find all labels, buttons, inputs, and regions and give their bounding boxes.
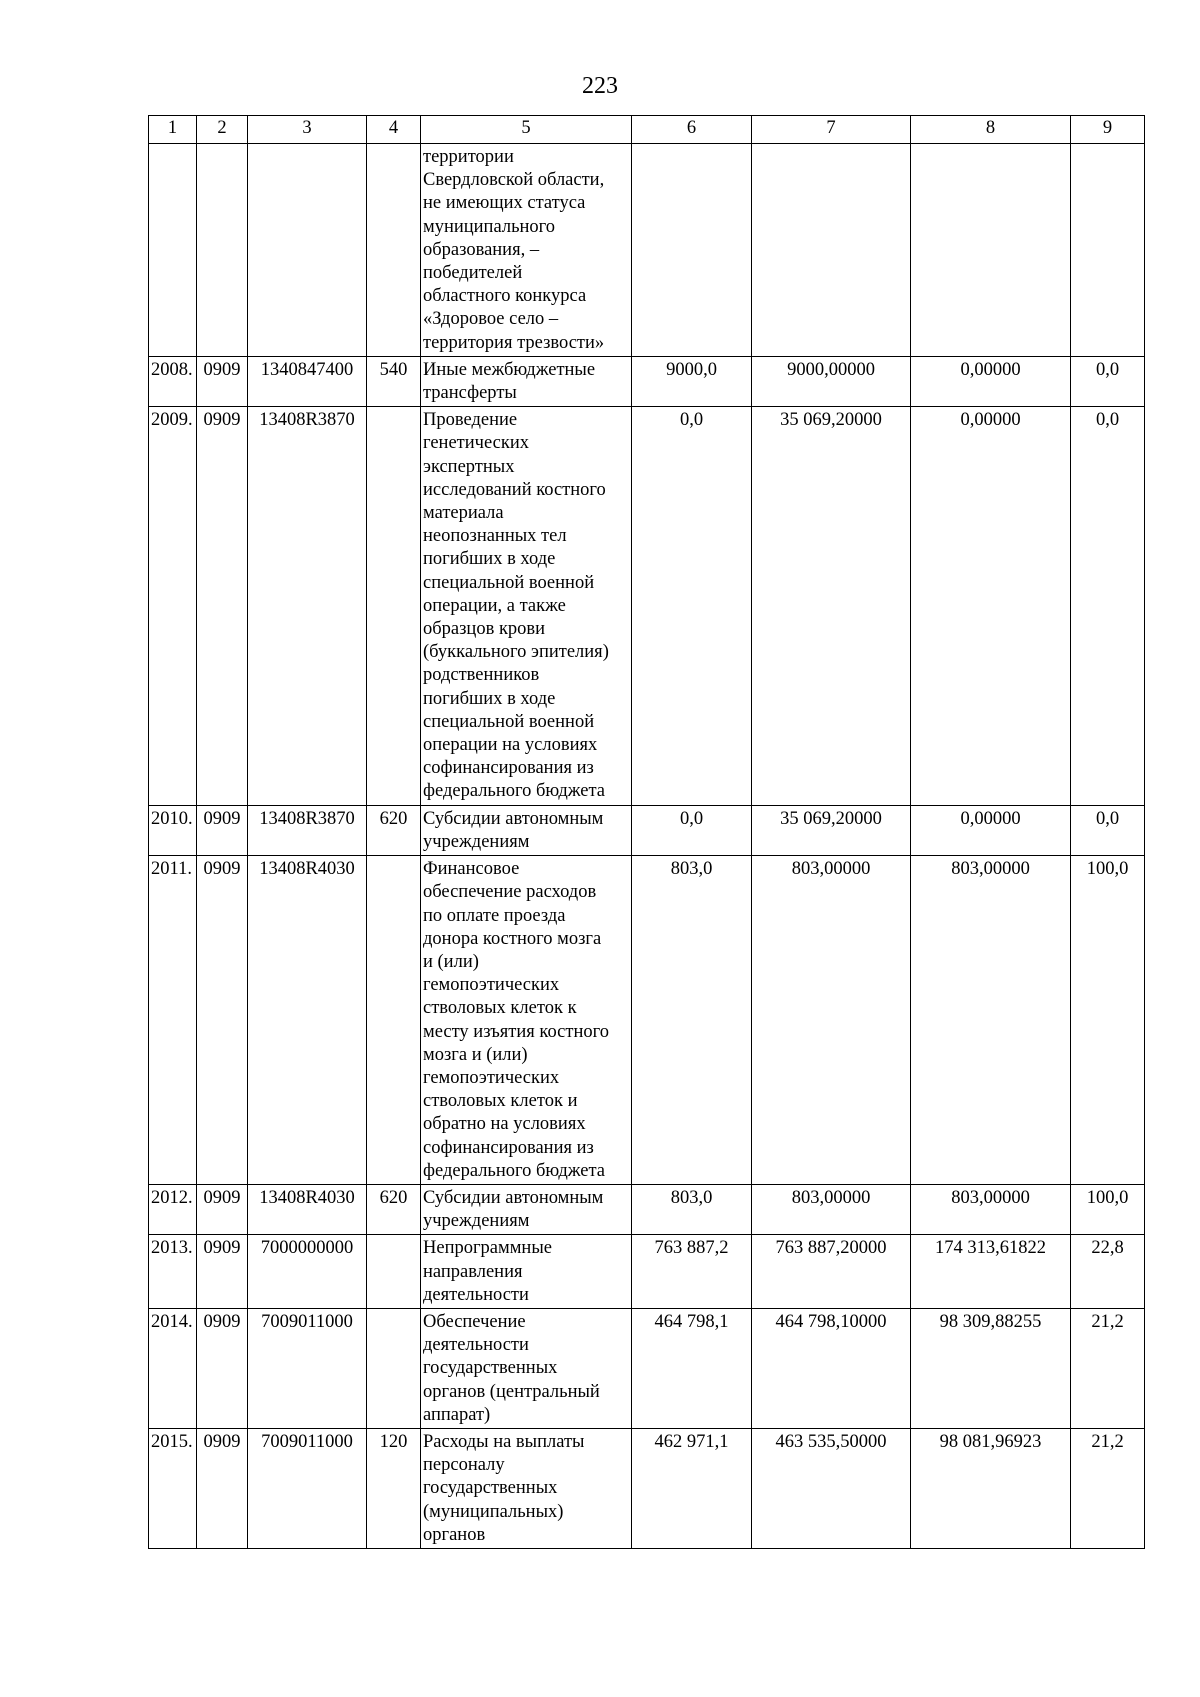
value-col-7: 9000,00000 [752,356,911,406]
value-col-6: 763 887,2 [632,1235,752,1309]
item-name: Обеспечение деятельности государственных органов (центральный аппарат) [421,1308,632,1428]
item-name: Субсидии автономным учреждениям [421,805,632,855]
target-code: 7009011000 [248,1308,367,1428]
header-col-7: 7 [752,116,911,144]
target-code: 13408R3870 [248,805,367,855]
value-col-7: 35 069,20000 [752,805,911,855]
target-code: 7000000000 [248,1235,367,1309]
table-row [149,1428,1145,1548]
target-code: 1340847400 [248,356,367,406]
expense-type [367,407,421,805]
row-number: 2010. [149,805,197,855]
expense-type: 120 [367,1428,421,1548]
section-code: 0909 [197,356,248,406]
table-row [149,1235,1145,1309]
item-name: Субсидии автономным учреждениям [421,1184,632,1234]
value-col-8: 98 309,88255 [911,1308,1071,1428]
section-code: 0909 [197,1308,248,1428]
expense-type [367,856,421,1185]
row-number: 2011. [149,856,197,1185]
value-col-6: 0,0 [632,805,752,855]
table-row [149,1308,1145,1428]
row-number: 2013. [149,1235,197,1309]
section-code: 0909 [197,407,248,805]
item-name: территории Свердловской области, не имеющих статуса муниципального образования, – победителей областного конкурса «Здоровое село – территория трезвости» [421,144,632,357]
row-number: 2009. [149,407,197,805]
value-col-8: 0,00000 [911,805,1071,855]
section-code: 0909 [197,1184,248,1234]
value-col-7: 35 069,20000 [752,407,911,805]
target-code: 7009011000 [248,1428,367,1548]
value-col-7: 463 535,50000 [752,1428,911,1548]
row-number: 2014. [149,1308,197,1428]
value-col-9: 21,2 [1071,1428,1145,1548]
expense-type: 620 [367,1184,421,1234]
header-col-4: 4 [367,116,421,144]
value-col-6: 803,0 [632,856,752,1185]
value-col-7: 464 798,10000 [752,1308,911,1428]
value-col-9: 22,8 [1071,1235,1145,1309]
expense-type [367,144,421,357]
table-row [149,144,1145,357]
section-code [197,144,248,357]
target-code: 13408R4030 [248,856,367,1185]
value-col-9: 0,0 [1071,805,1145,855]
item-name: Иные межбюджетные трансферты [421,356,632,406]
header-col-6: 6 [632,116,752,144]
value-col-8: 803,00000 [911,856,1071,1185]
section-code: 0909 [197,1235,248,1309]
item-name: Проведение генетических экспертных исследований костного материала неопознанных тел погибших в ходе специальной военной операции, а также образцов крови (буккального эпителия) родственников погибших в ходе специальной военной операции на условиях софинансирования из федерального бюджета [421,407,632,805]
target-code: 13408R3870 [248,407,367,805]
item-name: Непрограммные направления деятельности [421,1235,632,1309]
header-col-9: 9 [1071,116,1145,144]
section-code: 0909 [197,1428,248,1548]
item-name: Расходы на выплаты персоналу государственных (муниципальных) органов [421,1428,632,1548]
value-col-6: 0,0 [632,407,752,805]
value-col-9: 100,0 [1071,856,1145,1185]
row-number: 2008. [149,356,197,406]
header-col-1: 1 [149,116,197,144]
row-number: 2015. [149,1428,197,1548]
section-code: 0909 [197,805,248,855]
table-row [149,356,1145,406]
table-row [149,407,1145,805]
budget-table [148,115,1145,1549]
value-col-9: 21,2 [1071,1308,1145,1428]
value-col-6: 462 971,1 [632,1428,752,1548]
header-col-2: 2 [197,116,248,144]
expense-type: 620 [367,805,421,855]
value-col-8: 174 313,61822 [911,1235,1071,1309]
row-number [149,144,197,357]
value-col-9: 100,0 [1071,1184,1145,1234]
value-col-9: 0,0 [1071,356,1145,406]
value-col-6: 9000,0 [632,356,752,406]
value-col-8: 98 081,96923 [911,1428,1071,1548]
expense-type [367,1235,421,1309]
target-code [248,144,367,357]
value-col-7 [752,144,911,357]
value-col-9 [1071,144,1145,357]
value-col-8 [911,144,1071,357]
header-col-8: 8 [911,116,1071,144]
table-row [149,805,1145,855]
value-col-6 [632,144,752,357]
value-col-8: 0,00000 [911,407,1071,805]
value-col-8: 0,00000 [911,356,1071,406]
table-header [149,116,1145,144]
value-col-6: 803,0 [632,1184,752,1234]
value-col-6: 464 798,1 [632,1308,752,1428]
value-col-7: 803,00000 [752,1184,911,1234]
row-number: 2012. [149,1184,197,1234]
section-code: 0909 [197,856,248,1185]
header-row [149,116,1145,144]
value-col-7: 803,00000 [752,856,911,1185]
table-body [149,144,1145,1549]
header-col-3: 3 [248,116,367,144]
expense-type: 540 [367,356,421,406]
item-name: Финансовое обеспечение расходов по оплате проезда донора костного мозга и (или) гемопоэтических стволовых клеток к месту изъятия костного мозга и (или) гемопоэтических стволовых клеток и обратно на условиях софинансирования из федерального бюджета [421,856,632,1185]
value-col-8: 803,00000 [911,1184,1071,1234]
table-row [149,856,1145,1185]
value-col-9: 0,0 [1071,407,1145,805]
expense-type [367,1308,421,1428]
value-col-7: 763 887,20000 [752,1235,911,1309]
header-col-5: 5 [421,116,632,144]
page-number: 223 [582,73,618,99]
table-row [149,1184,1145,1234]
target-code: 13408R4030 [248,1184,367,1234]
